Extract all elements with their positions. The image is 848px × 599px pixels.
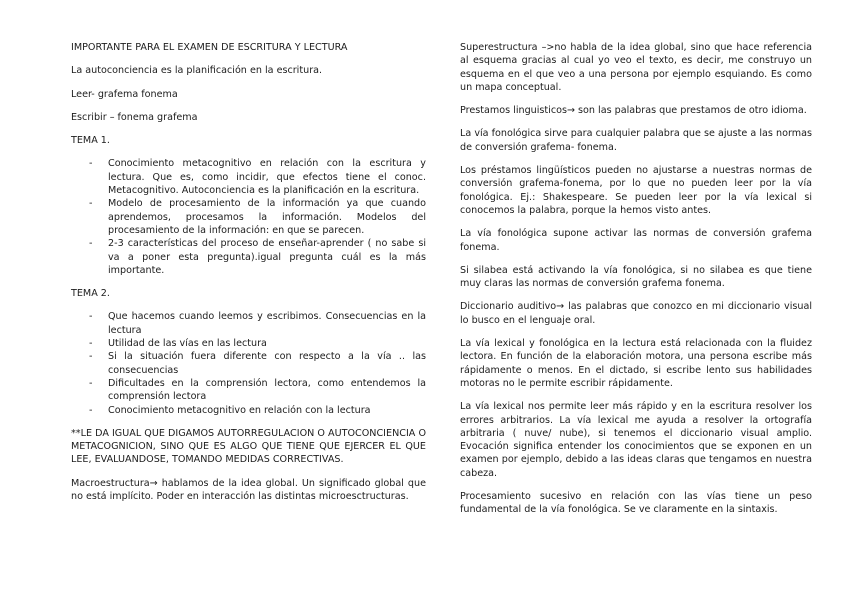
- via-fonologica-normas-paragraph: La vía fonológica supone activar las normas de conversión grafema fonema.: [460, 228, 812, 253]
- tema2-list: [71, 310, 426, 416]
- tema1-heading: TEMA 1.: [71, 135, 110, 147]
- via-lexical-paragraph: La vía lexical nos permite leer más rápido y en la escritura resolver los errores arbitrarios. La vía lexical me ayuda a resolver la ortografía arbitraria ( nuve/ nube), si tenemos el diccionario visual amplio. Evocación significa entender los conocimientos que se exponen en un examen por ejemplo, debido a las ideas claras que tengamos en nuestra cabeza.: [460, 401, 812, 479]
- silabea-paragraph: Si silabea está activando la vía fonológica, si no silabea es que tiene muy claras las normas de conversión grafema fonema.: [460, 264, 812, 290]
- paragraph-leer: Leer- grafema fonema: [71, 88, 178, 100]
- right-column: [460, 41, 812, 527]
- prestamos-linguisticos-paragraph: Los préstamos lingüísticos pueden no ajustarse a nuestras normas de conversión grafema-fonema, por lo que no pueden leer por la vía fonológica. Ej.: Shakespeare. Se pueden leer por la vía lexical si conocemos la palabra, porque la hemos visto antes.: [460, 165, 812, 216]
- via-fonologica-paragraph: La vía fonológica sirve para cualquier palabra que se ajuste a las normas de conversión grafema- fonema.: [460, 128, 812, 153]
- document-title: IMPORTANTE PARA EL EXAMEN DE ESCRITURA Y LECTURA: [71, 42, 348, 53]
- list-item: - Si la situación fuera diferente con respecto a la vía .. las consecuencias: [71, 350, 426, 377]
- left-column: [71, 41, 426, 513]
- list-item: - Conocimiento metacognitivo en relación con la escritura y lectura. Que es, como incidir, que efectos tiene el conoc. Metacognitivo. Autoconciencia es la planificación en la escritura.: [71, 157, 426, 197]
- tema1-list: [71, 157, 426, 277]
- paragraph-autoconciencia: La autoconciencia es la planificación en la escritura.: [71, 65, 323, 77]
- prestamos-paragraph: Prestamos linguisticos→ son las palabras que prestamos de otro idioma.: [460, 105, 807, 117]
- list-item: - Que hacemos cuando leemos y escribimos. Consecuencias en la lectura: [71, 310, 426, 337]
- procesamiento-paragraph: Procesamiento sucesivo en relación con las vías tiene un peso fundamental de la vía fonológica. Se ve claramente en la sintaxis.: [460, 491, 812, 516]
- list-item: - Utilidad de las vías en las lectura: [71, 337, 426, 350]
- list-item: - Conocimiento metacognitivo en relación con la lectura: [71, 404, 426, 417]
- list-item: - 2-3 características del proceso de enseñar-aprender ( no sabe si va a poner esta pregunta).igual pregunta cuál es la más importante.: [71, 237, 426, 277]
- list-item: - Modelo de procesamiento de la información ya que cuando aprendemos, procesamos la información. Modelos del procesamiento de la información: en que se parecen.: [71, 197, 426, 237]
- diccionario-auditivo-paragraph: Diccionario auditivo→ las palabras que conozco en mi diccionario visual lo busco en el lenguaje oral.: [460, 301, 812, 326]
- list-item: - Dificultades en la comprensión lectora, como entendemos la comprensión lectora: [71, 377, 426, 404]
- macroestructura-paragraph: Macroestructura→ hablamos de la idea global. Un significado global que no está implícito. Poder en interacción las distintas microesctructuras.: [71, 477, 426, 503]
- fluidez-paragraph: La vía lexical y fonológica en la lectura está relacionada con la fluidez lectora. En función de la elaboración motora, una persona escribe más rápidamente o menos. En el dictado, si escribe lento sus habilidades motoras no le permite escribir rápidamente.: [460, 338, 812, 389]
- note-paragraph: **LE DA IGUAL QUE DIGAMOS AUTORREGULACION O AUTOCONCIENCIA O METACOGNICION, SINO QUE ES ALGO QUE TIENE QUE EJERCER EL QUE LEE, EVALUANDOSE, TOMANDO MEDIDAS CORRECTIVAS.: [71, 427, 426, 466]
- tema2-heading: TEMA 2.: [71, 288, 110, 300]
- paragraph-escribir: Escribir – fonema grafema: [71, 111, 198, 123]
- superestructura-paragraph: Superestructura –>no habla de la idea global, sino que hace referencia al esquema gracias al cual yo veo el texto, es decir, me construyo un esquema en el que veo a una persona por ejemplo esquiando. Es como un mapa conceptual.: [460, 42, 812, 93]
